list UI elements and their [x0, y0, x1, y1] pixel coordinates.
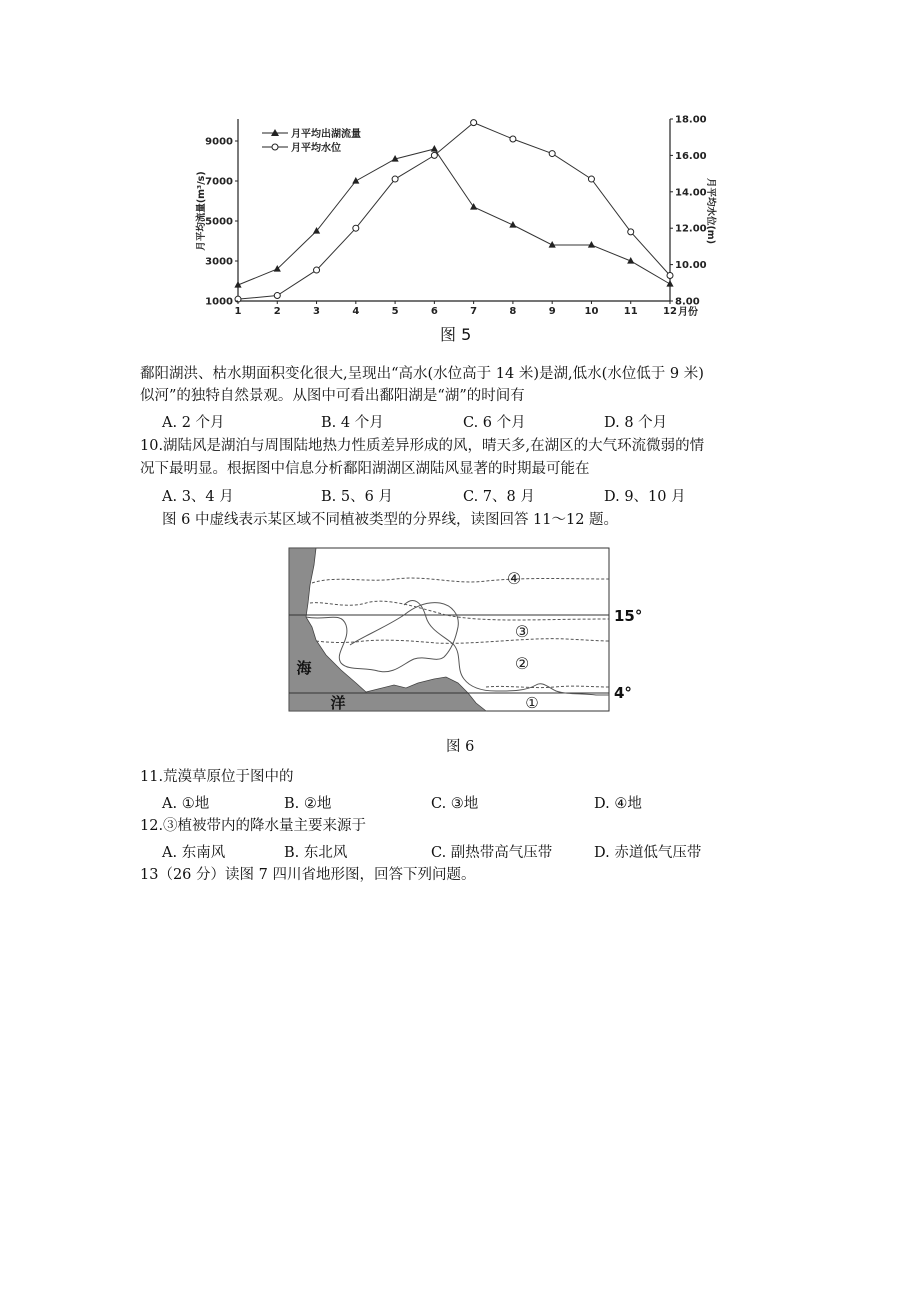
y-left-tick-label: 5000 — [205, 216, 233, 228]
zone-2-label: ② — [514, 654, 530, 673]
q12-option-a: A. 东南风 — [162, 845, 226, 861]
q10-option-a: A. 3、4 月 — [162, 489, 234, 505]
figure-5-chart — [190, 105, 730, 320]
x-tick-label: 1 — [234, 306, 242, 317]
flow-point — [549, 241, 556, 248]
q10-option-d: D. 9、10 月 — [604, 489, 686, 505]
y-right-tick-label: 16.00 — [675, 150, 707, 162]
y-right-tick-label: 12.00 — [675, 223, 707, 235]
y-left-tick-label: 9000 — [205, 136, 233, 148]
legend-circle-marker — [272, 144, 278, 150]
figure-5-caption: 图 5 — [440, 325, 472, 344]
q9-option-c: C. 6 个月 — [463, 415, 526, 431]
x-axis-unit-label: 月份 — [678, 307, 698, 318]
y-right-tick-label: 10.00 — [675, 260, 707, 272]
y-axis-right-label: 月平均水位(m) — [705, 177, 716, 245]
legend-level-label: 月平均水位 — [291, 143, 341, 154]
y-axis-left-label: 月平均流量(m³/s) — [196, 171, 207, 251]
q9-option-d: D. 8 个月 — [604, 415, 668, 431]
x-tick-label: 12 — [663, 306, 677, 317]
paragraph-line-1: 鄱阳湖洪、枯水期面积变化很大,呈现出“高水(水位高于 14 米)是湖,低水(水位低于 9 米) — [140, 366, 704, 382]
chart-legend — [262, 127, 361, 154]
q10-option-b: B. 5、6 月 — [321, 489, 393, 505]
y-right-tick-label: 14.00 — [675, 187, 707, 199]
flow-point — [431, 145, 438, 152]
water-level-point — [431, 152, 437, 158]
zone-1-label: ① — [525, 694, 539, 712]
figure-6-intro: 图 6 中虚线表示某区域不同植被类型的分界线，读图回答 11～12 题。 — [162, 512, 619, 528]
figure-6-map — [286, 545, 646, 715]
water-level-point — [667, 273, 673, 279]
x-tick-label: 8 — [509, 306, 517, 317]
y-right-tick-label: 18.00 — [675, 114, 707, 126]
q11-option-a: A. ①地 — [162, 796, 210, 812]
y-left-tick-label: 1000 — [205, 296, 233, 308]
q10-line-2: 况下最明显。根据图中信息分析鄱阳湖湖区湖陆风显著的时期最可能在 — [140, 461, 590, 477]
sea-label-hai: 海 — [296, 659, 312, 677]
q9-option-a: A. 2 个月 — [162, 415, 225, 431]
x-tick-label: 4 — [352, 306, 360, 317]
flow-point — [352, 177, 359, 184]
q10-option-c: C. 7、8 月 — [463, 489, 535, 505]
q12-option-b: B. 东北风 — [284, 845, 348, 861]
water-level-point — [471, 120, 477, 126]
q11-option-c: C. ③地 — [431, 796, 479, 812]
y-right-tick-label: 8.00 — [675, 296, 700, 308]
water-level-point — [628, 229, 634, 235]
x-tick-label: 7 — [470, 306, 478, 317]
y-left-tick-label: 7000 — [205, 176, 233, 188]
zone-4-label: ④ — [506, 569, 522, 588]
flow-point — [666, 280, 673, 287]
q13-question: 13（26 分）读图 7 四川省地形图，回答下列问题。 — [140, 867, 476, 883]
latitude-15-label: 15° — [614, 607, 643, 625]
zone-3-label: ③ — [514, 622, 530, 641]
x-tick-label: 5 — [391, 306, 399, 317]
flow-series-line — [238, 149, 670, 285]
water-level-point — [314, 267, 320, 273]
x-tick-label: 2 — [273, 306, 281, 317]
q10-line-1: 10.湖陆风是湖泊与周围陆地热力性质差异形成的风，晴天多,在湖区的大气环流微弱的情 — [140, 438, 705, 454]
x-tick-label: 3 — [313, 306, 321, 317]
q11-option-d: D. ④地 — [594, 796, 642, 812]
figure-6-caption: 图 6 — [446, 739, 475, 755]
sea-label-yang: 洋 — [330, 694, 346, 712]
x-tick-label: 11 — [623, 306, 638, 317]
legend-flow-label: 月平均出湖流量 — [291, 129, 361, 140]
q12-option-d: D. 赤道低气压带 — [594, 845, 702, 861]
y-left-tick-label: 3000 — [205, 256, 233, 268]
x-tick-label: 9 — [548, 306, 556, 317]
q12-option-c: C. 副热带高气压带 — [431, 845, 553, 861]
water-level-point — [510, 136, 516, 142]
q9-option-b: B. 4 个月 — [321, 415, 384, 431]
water-level-point — [549, 151, 555, 157]
q11-question: 11.荒漠草原位于图中的 — [140, 769, 294, 785]
q12-question: 12.③植被带内的降水量主要来源于 — [140, 818, 367, 834]
q11-option-b: B. ②地 — [284, 796, 332, 812]
latitude-4-label: 4° — [614, 684, 632, 702]
water-level-point — [274, 293, 280, 299]
x-tick-label: 10 — [584, 306, 599, 317]
water-level-point — [588, 176, 594, 182]
water-level-point — [392, 176, 398, 182]
x-tick-label: 6 — [430, 306, 438, 317]
water-level-point — [353, 225, 359, 231]
flow-point — [588, 241, 595, 248]
paragraph-line-2: 似河”的独特自然景观。从图中可看出鄱阳湖是“湖”的时间有 — [140, 388, 525, 404]
